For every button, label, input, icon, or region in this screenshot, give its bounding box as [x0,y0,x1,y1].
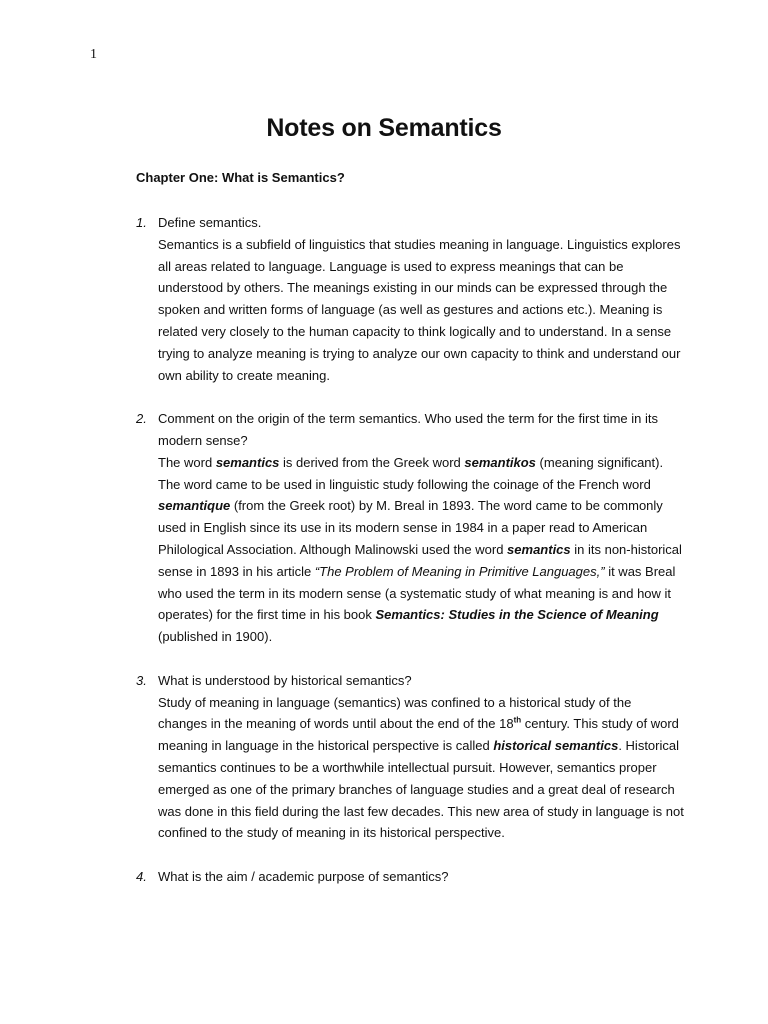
answer-segment: (from the Greek root) by M. Breal in 1893. The word came to be commonly used in English since its use in its modern sense in 1984 in a paper read to American Philological Association. Although Malinowski used the word [158,498,663,557]
question-number: 3. [136,672,147,688]
answer-segment: semantique [158,498,231,514]
answer-segment: semantikos [464,454,536,470]
question-number: 4. [136,868,147,884]
answer-text [158,452,684,648]
answer-segment: semantics [507,541,571,557]
question-text: What is understood by historical semantics? [158,672,412,688]
document-title: Notes on Semantics [266,114,502,142]
answer-segment: . Historical semantics continues to be a worthwhile intellectual pursuit. However, semantics proper emerged as one of the primary branches of language studies and a great deal of research was done in this field during the last few decades. This new area of study in language is not confined to the study of meaning in its historical perspective. [158,738,684,841]
answer-text [158,234,684,387]
question-list [136,212,684,910]
answer-segment: Study of meaning in language (semantics) was confined to a historical study of the changes in the meaning of words until about the end of the 18 [158,694,632,732]
answer-segment: it was Breal who used the term in its modern sense (a systematic study of what meaning is and how it operates) for the first time in his book [158,563,676,623]
question-number: 2. [136,411,147,427]
question-text: What is the aim / academic purpose of semantics? [158,868,449,884]
answer-segment: semantics [215,454,280,470]
answer-segment: in its non-historical sense in 1893 in his article [158,541,682,579]
answer-text [158,692,684,845]
answer-segment: century. This study of word meaning in language in the historical perspective is called [158,716,679,754]
answer-segment: historical semantics [493,738,619,754]
question-item [136,670,684,844]
answer-segment: (meaning significant). The word came to be used in linguistic study following the coinage of the French word [158,454,664,492]
question-text: Comment on the origin of the term semantics. Who used the term for the first time in its modern sense? [158,411,658,448]
answer-segment: th [513,716,522,725]
page-number: 1 [90,47,97,62]
answer-segment: (published in 1900). [158,629,273,645]
question-item [136,408,684,648]
answer-segment: The word [158,454,216,470]
answer-segment: is derived from the Greek word [279,454,465,470]
answer-segment: Semantics: Studies in the Science of Meaning [375,607,659,623]
question-number: 1. [136,215,147,230]
question-item [136,866,684,888]
question-text: Define semantics. [158,215,262,230]
answer-segment: “The Problem of Meaning in Primitive Languages,” [314,563,605,579]
chapter-heading: Chapter One: What is Semantics? [136,170,345,185]
question-item [136,212,684,386]
answer-segment: Semantics is a subfield of linguistics that studies meaning in language. Linguistics explores all areas related to language. Language is used to express meanings that can be understood by others. The meanings existing in our minds can be expressed through the spoken and written forms of language (as well as gestures and actions etc.). Meaning is related very closely to the human capacity to think logically and to understand. In a sense trying to analyze meaning is trying to analyze our own capacity to think and understand our own ability to create meaning. [158,236,681,383]
